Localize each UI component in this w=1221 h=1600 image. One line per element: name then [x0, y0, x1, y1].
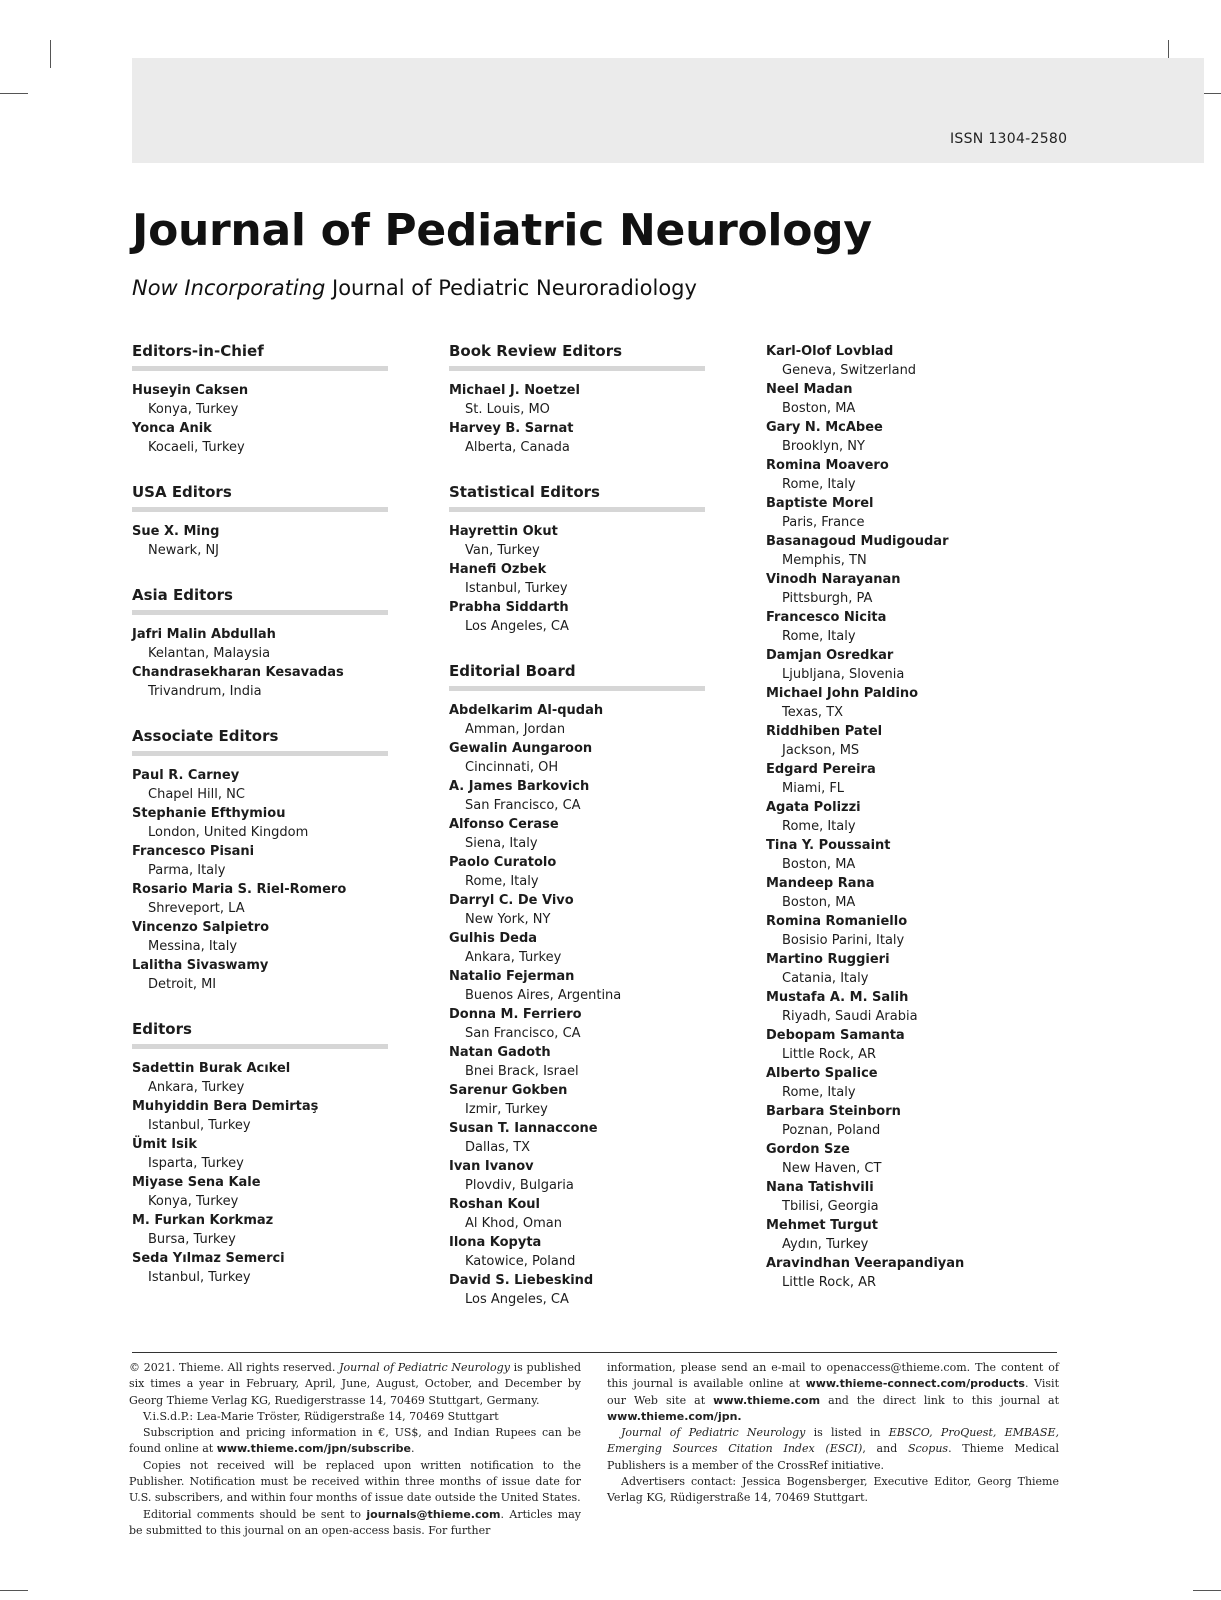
person-name: Darryl C. De Vivo — [449, 893, 574, 908]
person-name: Nana Tatishvili — [766, 1180, 874, 1195]
person-location: Messina, Italy — [148, 939, 238, 954]
person-location: Newark, NJ — [148, 543, 220, 558]
person-entry — [449, 1157, 705, 1195]
journal-name: Journal of Pediatric Neurology — [621, 1426, 806, 1440]
crop-mark — [0, 1590, 28, 1591]
person-location: Rome, Italy — [782, 819, 856, 834]
person-entry — [766, 1064, 1022, 1102]
person-entry — [449, 929, 705, 967]
person-name: Michael J. Noetzel — [449, 383, 580, 398]
person-location: Plovdiv, Bulgaria — [465, 1178, 574, 1193]
person-location: Trivandrum, India — [148, 684, 262, 699]
people-list — [132, 615, 388, 701]
person-location: Katowice, Poland — [465, 1254, 576, 1269]
person-entry — [766, 1216, 1022, 1254]
footer-divider — [132, 1352, 1057, 1353]
person-entry — [449, 739, 705, 777]
person-name: Gary N. McAbee — [766, 420, 883, 435]
section-heading: Statistical Editors — [449, 479, 705, 512]
person-name: Gulhis Deda — [449, 931, 538, 946]
person-entry — [449, 419, 705, 457]
person-entry — [449, 1081, 705, 1119]
person-location: Little Rock, AR — [782, 1275, 877, 1290]
footer-copyright — [129, 1360, 581, 1409]
person-entry — [766, 456, 1022, 494]
footer-left-column — [129, 1360, 581, 1539]
person-location: Riyadh, Saudi Arabia — [782, 1009, 918, 1024]
person-entry — [449, 967, 705, 1005]
section-heading: Associate Editors — [132, 723, 388, 756]
person-location: San Francisco, CA — [465, 798, 581, 813]
journals-email-link[interactable]: journals@thieme.com — [366, 1507, 501, 1521]
person-location: Amman, Jordan — [465, 722, 566, 737]
text: . Thieme Medical Publishers is a member of the CrossRef initiative. — [607, 1442, 1059, 1472]
person-location: Rome, Italy — [782, 1085, 856, 1100]
section-asia-editors — [132, 582, 388, 701]
issn-label: ISSN 1304-2580 — [950, 131, 1068, 147]
person-location: Izmir, Turkey — [465, 1102, 548, 1117]
person-entry — [766, 874, 1022, 912]
text: . — [411, 1442, 415, 1456]
person-entry — [766, 1026, 1022, 1064]
person-entry — [132, 419, 388, 457]
person-entry — [449, 1005, 705, 1043]
person-name: Francesco Pisani — [132, 844, 255, 859]
person-entry — [132, 804, 388, 842]
text: is published six times a year in February, April, June, August, October, and December by Georg Thieme Verlag KG, Ruedigerstrasse 14, 70469 Stuttgart, Germany. — [129, 1361, 582, 1407]
person-location: Poznan, Poland — [782, 1123, 881, 1138]
person-location: Bursa, Turkey — [148, 1232, 236, 1247]
section-heading: Editors-in-Chief — [132, 338, 388, 371]
person-name: Mandeep Rana — [766, 876, 875, 891]
person-entry — [766, 988, 1022, 1026]
person-entry — [132, 381, 388, 419]
person-location: Paris, France — [782, 515, 865, 530]
person-location: Ankara, Turkey — [465, 950, 562, 965]
person-name: Debopam Samanta — [766, 1028, 905, 1043]
person-entry — [766, 570, 1022, 608]
people-list — [449, 512, 705, 636]
text: information, please send an e-mail to openaccess@thieme.com. The content of this journal is available online at — [607, 1361, 1059, 1391]
person-name: Riddhiben Patel — [766, 724, 883, 739]
footer-indexing — [607, 1425, 1059, 1474]
person-name: Ümit Isik — [132, 1137, 197, 1152]
person-location: Alberta, Canada — [465, 440, 570, 455]
person-entry — [132, 1097, 388, 1135]
person-entry — [449, 381, 705, 419]
person-entry — [766, 912, 1022, 950]
person-location: Bnei Brack, Israel — [465, 1064, 579, 1079]
person-location: Boston, MA — [782, 857, 856, 872]
crop-mark — [50, 40, 51, 68]
person-entry — [766, 760, 1022, 798]
person-location: Aydın, Turkey — [782, 1237, 869, 1252]
person-entry — [132, 880, 388, 918]
person-entry — [766, 342, 1022, 380]
person-location: Little Rock, AR — [782, 1047, 877, 1062]
person-name: Baptiste Morel — [766, 496, 874, 511]
person-name: Romina Romaniello — [766, 914, 908, 929]
person-name: Harvey B. Sarnat — [449, 421, 574, 436]
person-name: Donna M. Ferriero — [449, 1007, 582, 1022]
person-location: Siena, Italy — [465, 836, 538, 851]
person-name: Romina Moavero — [766, 458, 889, 473]
person-location: London, United Kingdom — [148, 825, 309, 840]
person-entry — [766, 1254, 1022, 1292]
subtitle-rest: Journal of Pediatric Neuroradiology — [325, 276, 697, 300]
footer-advertisers: Advertisers contact: Jessica Bogensberger, Executive Editor, Georg Thieme Verlag KG, Rüdigerstraße 14, 70469 Stuttgart. — [607, 1475, 1059, 1505]
person-location: Buenos Aires, Argentina — [465, 988, 622, 1003]
person-location: Memphis, TN — [782, 553, 867, 568]
person-location: New Haven, CT — [782, 1161, 882, 1176]
person-entry — [449, 891, 705, 929]
person-name: Basanagoud Mudigoudar — [766, 534, 949, 549]
person-location: Istanbul, Turkey — [465, 581, 568, 596]
person-name: Aravindhan Veerapandiyan — [766, 1256, 965, 1271]
person-location: Texas, TX — [782, 705, 844, 720]
person-name: Martino Ruggieri — [766, 952, 890, 967]
journal-title: Journal of Pediatric Neurology — [132, 205, 872, 256]
person-location: Miami, FL — [782, 781, 845, 796]
person-location: New York, NY — [465, 912, 551, 927]
person-entry — [766, 380, 1022, 418]
person-name: Francesco Nicita — [766, 610, 887, 625]
person-name: Vinodh Narayanan — [766, 572, 901, 587]
person-entry — [132, 625, 388, 663]
person-name: Neel Madan — [766, 382, 853, 397]
person-name: Huseyin Caksen — [132, 383, 249, 398]
person-name: A. James Barkovich — [449, 779, 590, 794]
section-heading: Asia Editors — [132, 582, 388, 615]
person-name: Rosario Maria S. Riel-Romero — [132, 882, 347, 897]
footer-open-access — [607, 1360, 1059, 1425]
people-list — [132, 756, 388, 994]
masthead-column-2 — [449, 338, 705, 1331]
person-name: Roshan Koul — [449, 1197, 540, 1212]
person-location: Detroit, MI — [148, 977, 217, 992]
section-editors-in-chief — [132, 338, 388, 457]
person-name: Abdelkarim Al-qudah — [449, 703, 604, 718]
crop-mark — [1193, 1590, 1221, 1591]
person-name: Alberto Spalice — [766, 1066, 878, 1081]
people-list — [132, 512, 388, 560]
person-entry — [766, 1140, 1022, 1178]
person-entry — [449, 1119, 705, 1157]
text: is listed in — [805, 1426, 889, 1440]
person-location: Cincinnati, OH — [465, 760, 559, 775]
person-entry — [766, 494, 1022, 532]
text: . Visit our Web site at — [607, 1377, 1059, 1407]
person-entry — [449, 1043, 705, 1081]
thieme-website-link[interactable]: www.thieme.com — [713, 1393, 821, 1407]
person-location: Brooklyn, NY — [782, 439, 865, 454]
text: © 2021. Thieme. All rights reserved. — [129, 1361, 340, 1374]
person-location: St. Louis, MO — [465, 402, 550, 417]
person-name: Mustafa A. M. Salih — [766, 990, 909, 1005]
footer-subscription — [129, 1425, 581, 1458]
person-entry — [766, 836, 1022, 874]
person-location: Parma, Italy — [148, 863, 226, 878]
person-name: Natalio Fejerman — [449, 969, 575, 984]
thieme-connect-link[interactable]: www.thieme-connect.com/products — [805, 1377, 1025, 1391]
person-location: Ankara, Turkey — [148, 1080, 245, 1095]
person-name: Hayrettin Okut — [449, 524, 558, 539]
masthead-column-1 — [132, 338, 388, 1309]
person-name: Barbara Steinborn — [766, 1104, 901, 1119]
person-location: Kocaeli, Turkey — [148, 440, 245, 455]
person-name: Edgard Pereira — [766, 762, 876, 777]
journal-link[interactable]: www.thieme.com/jpn. — [607, 1409, 742, 1423]
person-name: Ilona Kopyta — [449, 1235, 542, 1250]
person-entry — [449, 1195, 705, 1233]
people-list — [132, 1049, 388, 1287]
footer-editorial-comments — [129, 1507, 581, 1540]
person-location: Isparta, Turkey — [148, 1156, 244, 1171]
person-entry — [766, 532, 1022, 570]
person-entry — [132, 956, 388, 994]
section-associate-editors — [132, 723, 388, 994]
journal-subtitle — [132, 276, 697, 300]
people-list — [132, 371, 388, 457]
person-name: M. Furkan Korkmaz — [132, 1213, 274, 1228]
person-location: Kelantan, Malaysia — [148, 646, 271, 661]
person-location: Boston, MA — [782, 895, 856, 910]
person-name: Chandrasekharan Kesavadas — [132, 665, 344, 680]
person-name: Gewalin Aungaroon — [449, 741, 593, 756]
person-entry — [132, 766, 388, 804]
person-location: San Francisco, CA — [465, 1026, 581, 1041]
person-location: Los Angeles, CA — [465, 619, 569, 634]
person-location: Pittsburgh, PA — [782, 591, 873, 606]
person-entry — [766, 1178, 1022, 1216]
person-entry — [449, 853, 705, 891]
person-name: Mehmet Turgut — [766, 1218, 878, 1233]
person-name: Hanefi Ozbek — [449, 562, 547, 577]
person-entry — [766, 646, 1022, 684]
person-entry — [766, 1102, 1022, 1140]
person-name: Sadettin Burak Acıkel — [132, 1061, 291, 1076]
people-list — [766, 342, 1022, 1292]
person-entry — [132, 1059, 388, 1097]
text: Editorial comments should be sent to — [143, 1507, 367, 1521]
person-name: David S. Liebeskind — [449, 1273, 594, 1288]
person-name: Lalitha Sivaswamy — [132, 958, 269, 973]
person-location: Jackson, MS — [782, 743, 860, 758]
person-entry — [449, 1271, 705, 1309]
person-entry — [132, 1211, 388, 1249]
person-location: Tbilisi, Georgia — [782, 1199, 879, 1214]
person-entry — [766, 608, 1022, 646]
person-name: Ivan Ivanov — [449, 1159, 534, 1174]
person-entry — [132, 1173, 388, 1211]
person-name: Susan T. Iannaccone — [449, 1121, 598, 1136]
person-entry — [449, 560, 705, 598]
person-name: Karl-Olof Lovblad — [766, 344, 894, 359]
person-entry — [766, 950, 1022, 988]
section-book-review-editors — [449, 338, 705, 457]
person-location: Istanbul, Turkey — [148, 1270, 251, 1285]
people-list — [449, 691, 705, 1309]
person-location: Rome, Italy — [782, 629, 856, 644]
header-banner — [132, 58, 1204, 163]
text: Subscription and pricing information in €, US$, and Indian Rupees can be found online at — [129, 1426, 581, 1456]
person-location: Rome, Italy — [465, 874, 539, 889]
section-editors — [132, 1016, 388, 1287]
person-location: Istanbul, Turkey — [148, 1118, 251, 1133]
person-location: Ljubljana, Slovenia — [782, 667, 905, 682]
person-name: Muhyiddin Bera Demirtaş — [132, 1099, 319, 1114]
person-location: Chapel Hill, NC — [148, 787, 245, 802]
person-entry — [132, 842, 388, 880]
person-entry — [766, 798, 1022, 836]
person-name: Miyase Sena Kale — [132, 1175, 261, 1190]
person-name: Alfonso Cerase — [449, 817, 559, 832]
section-usa-editors — [132, 479, 388, 560]
person-entry — [766, 722, 1022, 760]
section-editorial-board — [449, 658, 705, 1309]
person-name: Paolo Curatolo — [449, 855, 557, 870]
person-name: Gordon Sze — [766, 1142, 850, 1157]
subtitle-italic: Now Incorporating — [132, 276, 326, 300]
person-name: Tina Y. Poussaint — [766, 838, 891, 853]
journal-name: Journal of Pediatric Neurology — [339, 1361, 510, 1374]
footer-visdp: V.i.S.d.P.: Lea-Marie Tröster, Rüdigerstraße 14, 70469 Stuttgart — [143, 1409, 499, 1423]
person-entry — [449, 1233, 705, 1271]
person-entry — [449, 522, 705, 560]
scopus: Scopus — [907, 1442, 949, 1456]
person-name: Paul R. Carney — [132, 768, 240, 783]
footer-copies: Copies not received will be replaced upon written notification to the Publisher. Notification must be received within three months of issue date for U.S. subscribers, and within four months of issue date outside the United States. — [129, 1458, 581, 1505]
section-statistical-editors — [449, 479, 705, 636]
person-entry — [449, 701, 705, 739]
person-name: Prabha Siddarth — [449, 600, 569, 615]
person-name: Damjan Osredkar — [766, 648, 894, 663]
person-entry — [132, 522, 388, 560]
person-name: Sarenur Gokben — [449, 1083, 568, 1098]
crop-mark — [0, 93, 28, 94]
footer-right-column — [607, 1360, 1059, 1507]
person-location: Shreveport, LA — [148, 901, 245, 916]
person-name: Jafri Malin Abdullah — [132, 627, 276, 642]
person-entry — [766, 684, 1022, 722]
person-location: Dallas, TX — [465, 1140, 531, 1155]
section-heading: Editors — [132, 1016, 388, 1049]
person-entry — [132, 663, 388, 701]
text: , and — [862, 1442, 908, 1456]
person-location: Rome, Italy — [782, 477, 856, 492]
section-heading: USA Editors — [132, 479, 388, 512]
person-location: Geneva, Switzerland — [782, 363, 917, 378]
person-location: Boston, MA — [782, 401, 856, 416]
person-entry — [132, 1135, 388, 1173]
person-name: Agata Polizzi — [766, 800, 861, 815]
person-location: Al Khod, Oman — [465, 1216, 562, 1231]
person-entry — [132, 918, 388, 956]
section-heading: Book Review Editors — [449, 338, 705, 371]
person-entry — [766, 418, 1022, 456]
person-name: Seda Yılmaz Semerci — [132, 1251, 285, 1266]
masthead-column-3 — [766, 342, 1022, 1314]
person-entry — [449, 815, 705, 853]
person-location: Van, Turkey — [465, 543, 540, 558]
person-name: Stephanie Efthymiou — [132, 806, 286, 821]
person-location: Konya, Turkey — [148, 402, 239, 417]
section-editorial-board-continued — [766, 342, 1022, 1292]
person-name: Michael John Paldino — [766, 686, 919, 701]
person-location: Catania, Italy — [782, 971, 869, 986]
person-entry — [449, 777, 705, 815]
person-location: Los Angeles, CA — [465, 1292, 569, 1307]
subscribe-link[interactable]: www.thieme.com/jpn/subscribe — [216, 1442, 412, 1456]
index-list: EBSCO, ProQuest, EMBASE, Emerging Sources Citation Index (ESCI) — [607, 1426, 1059, 1456]
person-entry — [132, 1249, 388, 1287]
person-location: Bosisio Parini, Italy — [782, 933, 905, 948]
people-list — [449, 371, 705, 457]
person-name: Yonca Anik — [132, 421, 212, 436]
person-name: Vincenzo Salpietro — [132, 920, 270, 935]
person-name: Sue X. Ming — [132, 524, 220, 539]
section-heading: Editorial Board — [449, 658, 705, 691]
text: . Articles may be submitted to this journal on an open-access basis. For further — [129, 1507, 581, 1537]
person-location: Konya, Turkey — [148, 1194, 239, 1209]
person-name: Natan Gadoth — [449, 1045, 551, 1060]
person-entry — [449, 598, 705, 636]
text: and the direct link to this journal at — [820, 1393, 1060, 1407]
